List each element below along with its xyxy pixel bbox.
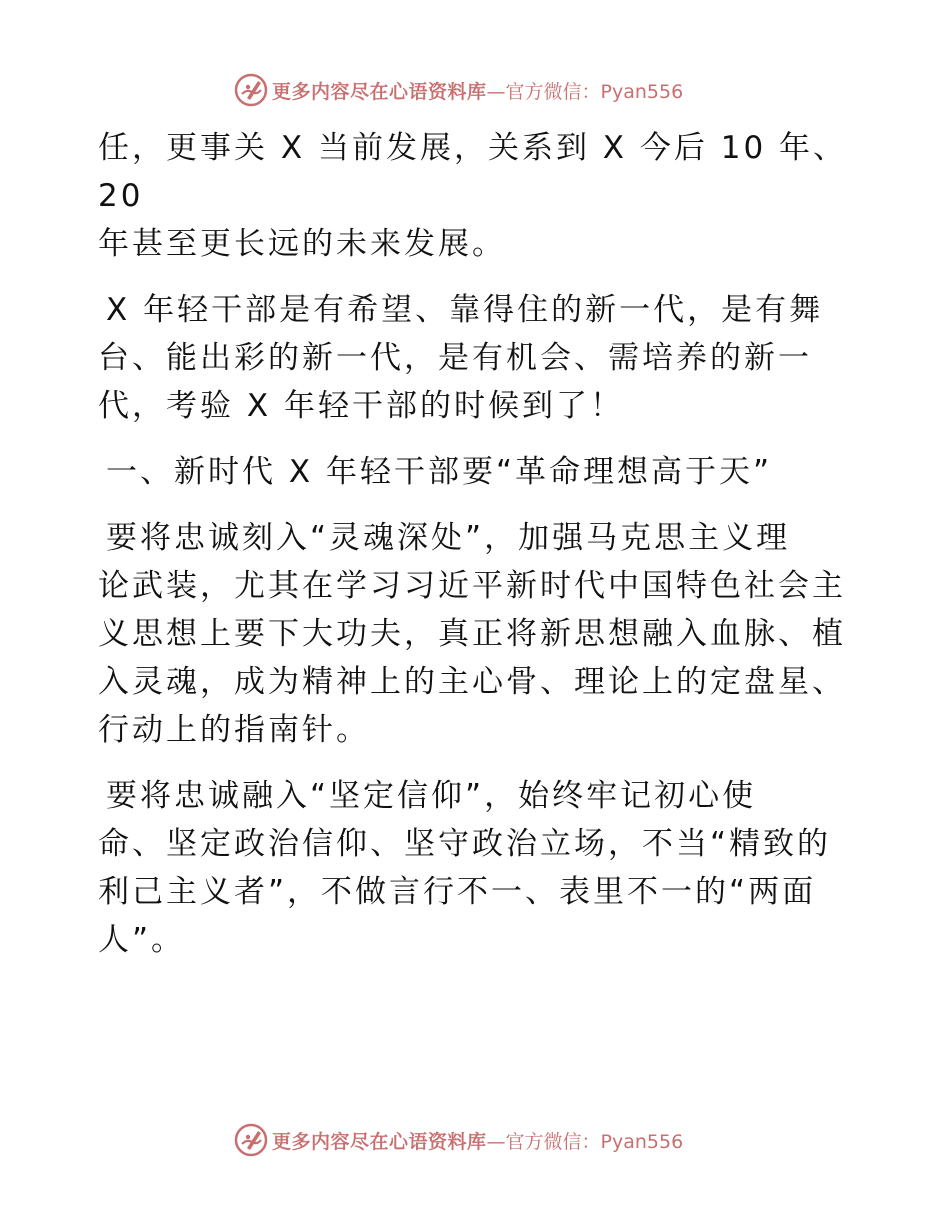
paragraph: 要将忠诚融入“坚定信仰”，始终牢记初心使 命、坚定政治信仰、坚守政治立场，不当“精致的 利己主义者”，不做言行不一、表里不一的“两面 人”。 bbox=[98, 778, 832, 958]
header-watermark bbox=[234, 73, 683, 107]
watermark-brand-text: 更多内容尽在心语资料库 bbox=[272, 1130, 487, 1153]
paragraph: X 年轻干部是有希望、靠得住的新一代，是有舞 台、能出彩的新一代，是有机会、需培养的新一 代，考验 X 年轻干部的时候到了！ bbox=[98, 292, 824, 424]
watermark-contact-text: —官方微信：Pyan556 bbox=[486, 1130, 684, 1153]
footer-watermark bbox=[234, 1123, 683, 1157]
book-pen-logo-icon bbox=[234, 73, 268, 107]
book-pen-logo-icon bbox=[234, 1123, 268, 1157]
section-heading: 一、新时代 X 年轻干部要“革命理想高于天” bbox=[106, 454, 773, 490]
watermark-contact-text: —官方微信：Pyan556 bbox=[486, 80, 684, 103]
watermark-brand-text: 更多内容尽在心语资料库 bbox=[272, 80, 487, 103]
document-body bbox=[98, 124, 858, 982]
paragraph: 要将忠诚刻入“灵魂深处”，加强马克思主义理 论武装，尤其在学习习近平新时代中国特色社会主 义思想上要下大功夫，真正将新思想融入血脉、植 入灵魂，成为精神上的主心骨、理论上的定盘星、 行动上的指南针。 bbox=[98, 520, 846, 748]
paragraph: 任，更事关 X 当前发展，关系到 X 今后 10 年、20 年甚至更长远的未来发展。 bbox=[98, 130, 848, 262]
